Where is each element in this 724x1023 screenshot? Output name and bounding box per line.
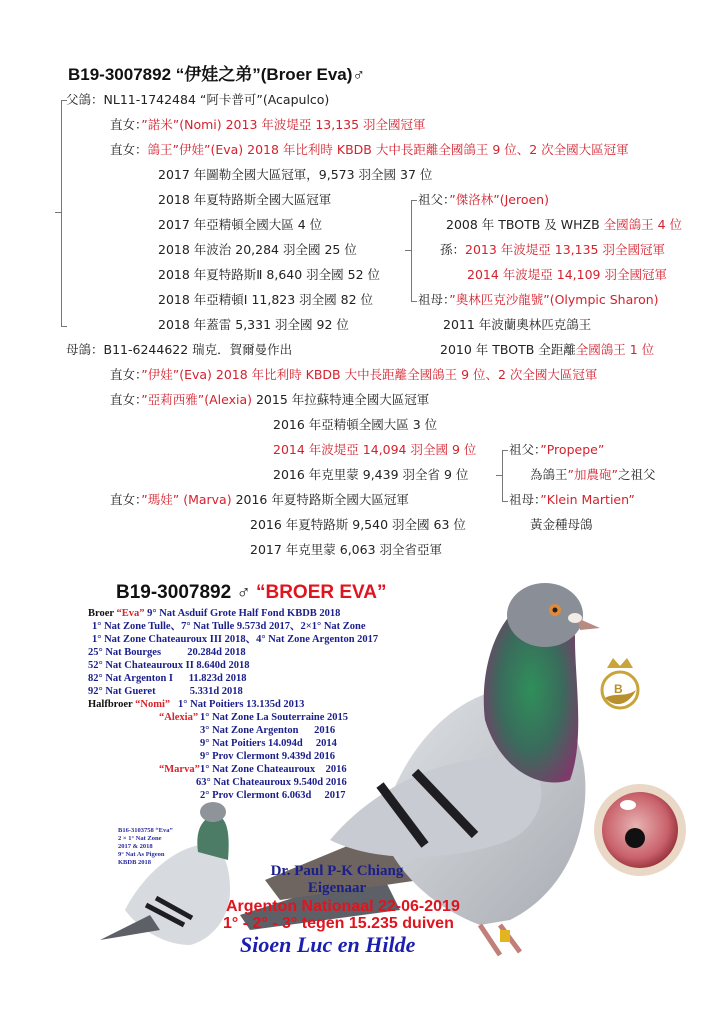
- small-caption: KBDB 2018: [118, 859, 152, 866]
- alexia-result: 2014 年波堤亞 14,094 羽全國 9 位: [273, 442, 477, 457]
- father-daughter-2: [110, 142, 629, 158]
- mother-grandmother: [509, 492, 635, 508]
- small-caption: B16-3103758 “Eva”: [118, 827, 173, 834]
- grandfather-achievement-red: 全國鴿王 4 位: [603, 217, 683, 232]
- grandmother-label: 祖母：: [509, 492, 541, 507]
- daughter-eva: 鴿王”伊娃”(Eva) 2018 年比利時 KBDB 大中長距離全國鴿王 9 位、2 次全國大區冠軍: [147, 142, 629, 157]
- mother-parents-tick: [496, 475, 502, 476]
- poster-text: 1° Nat Poitiers 13.135d 2013: [170, 699, 305, 710]
- grandfather-note-b: 之祖父: [617, 467, 656, 482]
- grandmother-achievement-2: [440, 342, 654, 358]
- grandfather-name: ”傑洛林”(Jeroen): [449, 192, 549, 207]
- father-daughter-1: [110, 117, 426, 133]
- grandmother-name: ”Klein Martien”: [540, 492, 635, 507]
- mother-parents-bracket: [502, 450, 508, 502]
- father-grandmother: [418, 292, 659, 308]
- eva-result: 2018 年亞精頓Ⅰ 11,823 羽全國 82 位: [158, 292, 374, 307]
- poster-line: 82° Nat Argenton I 11.823d 2018: [88, 673, 247, 684]
- daughter-nomi: ”諾米”(Nomi) 2013 年波堤亞 13,135 羽全國冠軍: [141, 117, 426, 132]
- father-parents-tick: [405, 250, 411, 251]
- grandchild-label: 孫：: [440, 242, 466, 257]
- small-caption: 2017 & 2018: [118, 843, 153, 850]
- poster-name-red: “Marva”: [159, 764, 200, 775]
- poster-name-red: “Alexia”: [159, 712, 199, 723]
- poster-alexia-line: 1° Nat Zone La Souterraine 2015: [200, 712, 348, 723]
- mother-label: 母鴿：: [66, 342, 104, 357]
- eva-result: 2018 年夏特路斯全國大區冠軍: [158, 192, 332, 207]
- small-caption: 2 × 1° Nat Zone: [118, 835, 162, 842]
- grandfather-achievement: [446, 217, 682, 233]
- poster-alexia-line: 3° Nat Zone Argenton 2016: [200, 725, 336, 736]
- poster-alexia-label: [159, 711, 198, 724]
- grandmother-label: 祖母：: [418, 292, 450, 307]
- eva-result: 2018 年波治 20,284 羽全國 25 位: [158, 242, 357, 257]
- grandmother-name: ”奧林匹克沙龍號”(Olympic Sharon): [449, 292, 659, 307]
- father-ring: NL11-1742484 “阿卡普可”(Acapulco): [103, 92, 330, 107]
- grandmother-achievement: 2011 年波蘭奧林匹克鴿王: [443, 317, 592, 332]
- mother-ring: B11-6244622 瑞克．賀爾曼作出: [103, 342, 293, 357]
- father-parents-bracket: [411, 200, 417, 302]
- mother-daughter-2: [110, 392, 429, 408]
- pigeon-cere: [568, 613, 582, 623]
- daughter-alexia-result: 2015 年拉蘇特連全國大區冠軍: [252, 392, 430, 407]
- mother-line: [66, 342, 292, 358]
- poster-name-red: “Nomi”: [135, 699, 171, 710]
- eva-result: 2017 年圖勒全國大區冠軍，9,573 羽全國 37 位: [158, 167, 433, 182]
- poster-name: “BROER EVA”: [255, 582, 387, 603]
- breeder-name: Sioen Luc en Hilde: [240, 932, 416, 957]
- mother-daughter-3: [110, 492, 409, 508]
- grandmother-achievement-text: 2010 年 TBOTB 全距離: [440, 342, 576, 357]
- owner-role: Eigenaar: [307, 880, 367, 896]
- grandchild-result: 2013 年波堤亞 13,135 羽全國冠軍: [465, 242, 665, 257]
- poster-alexia-line: 9° Nat Poitiers 14.094d 2014: [200, 738, 337, 749]
- father-bracket-tick: [55, 212, 61, 213]
- daughter-label: 直女：: [110, 117, 142, 132]
- poster-prefix: Broer: [88, 608, 117, 619]
- grandfather-note-red: ”加農砲”: [567, 467, 618, 482]
- leg-ring: [500, 930, 510, 942]
- grandmother-note: 黃金種母鴿: [530, 517, 593, 532]
- poster-prefix: Halfbroer: [88, 699, 136, 710]
- grandfather-label: 祖父：: [418, 192, 450, 207]
- small-caption: 9° Nat As Pigeon: [118, 851, 165, 858]
- mother-daughter-1: [110, 367, 597, 383]
- poster-line: [88, 607, 340, 620]
- grandmother-achievement-red: 全國鴿王 1 位: [575, 342, 655, 357]
- marva-result: 2017 年克里蒙 6,063 羽全省亞軍: [250, 542, 443, 557]
- poster-line: [88, 698, 304, 711]
- alexia-result: 2016 年亞精頓全國大區 3 位: [273, 417, 438, 432]
- poster-marva-label: [159, 763, 200, 776]
- eva-result: 2017 年亞精頓全國大區 4 位: [158, 217, 323, 232]
- poster-name-red: “Eva”: [116, 608, 145, 619]
- eva-result: 2018 年夏特路斯Ⅱ 8,640 羽全國 52 位: [158, 267, 381, 282]
- daughter-label: 直女：: [110, 392, 142, 407]
- pigeon-poster: [80, 580, 700, 960]
- race-result: 1° - 2° - 3° tegen 15.235 duiven: [223, 915, 454, 932]
- owner-name: Dr. Paul P-K Chiang: [270, 863, 404, 879]
- alexia-result: 2016 年克里蒙 9,439 羽全省 9 位: [273, 467, 469, 482]
- poster-title: [116, 582, 387, 604]
- small-pigeon-head: [200, 802, 226, 822]
- daughter-label: 直女：: [110, 492, 142, 507]
- poster-line: 52° Nat Chateauroux II 8.640d 2018: [88, 660, 250, 671]
- poster-line: 25° Nat Bourges 20.284d 2018: [88, 647, 246, 658]
- poster-marva-line: 63° Nat Chateauroux 9.540d 2016: [196, 777, 347, 788]
- poster-line: 92° Nat Gueret 5.331d 2018: [88, 686, 243, 697]
- grandchild-line: [440, 242, 665, 258]
- logo-letter: B: [614, 682, 623, 696]
- poster-alexia-line: 9° Prov Clermont 9.439d 2016: [200, 751, 335, 762]
- daughter-eva: ”伊娃”(Eva) 2018 年比利時 KBDB 大中長距離全國鴿王 9 位、2 次全國大區冠軍: [141, 367, 598, 382]
- poster-marva-line: 2° Prov Clermont 6.063d 2017: [200, 790, 346, 801]
- poster-line: 1° Nat Zone Tulle、7° Nat Tulle 9.573d 2017、2×1° Nat Zone: [92, 621, 366, 632]
- grandfather-name: ”Propepe”: [540, 442, 605, 457]
- eye-closeup-pupil: [625, 828, 645, 848]
- father-line: [66, 92, 329, 108]
- daughter-marva: ”瑪娃” (Marva): [141, 492, 232, 507]
- grandchild-result: 2014 年波堤亞 14,109 羽全國冠軍: [467, 267, 667, 282]
- eva-result: 2018 年蓋雷 5,331 羽全國 92 位: [158, 317, 349, 332]
- daughter-alexia: ”亞莉西雅”(Alexia): [141, 392, 252, 407]
- grandfather-note-a: 為鴿王: [530, 467, 568, 482]
- grandfather-label: 祖父：: [509, 442, 541, 457]
- male-symbol: ♂: [236, 582, 251, 603]
- father-bracket: [61, 100, 67, 327]
- daughter-label: 直女：: [110, 367, 142, 382]
- daughter-label: 直女：: [110, 142, 148, 157]
- daughter-marva-result: 2016 年夏特路斯全國大區冠軍: [231, 492, 409, 507]
- page-title: B19-3007892 “伊娃之弟”(Broer Eva)♂: [68, 65, 366, 84]
- grandfather-note: [530, 467, 655, 483]
- race-title: Argenton Nationaal 22-06-2019: [226, 898, 460, 915]
- poster-marva-line: 1° Nat Zone Chateauroux 2016: [200, 764, 347, 775]
- grandfather-achievement-text: 2008 年 TBOTB 及 WHZB: [446, 217, 604, 232]
- poster-ring: B19-3007892: [116, 582, 232, 603]
- marva-result: 2016 年夏特路斯 9,540 羽全國 63 位: [250, 517, 466, 532]
- mother-grandfather: [509, 442, 604, 458]
- father-label: 父鴿：: [66, 92, 104, 107]
- poster-text: 9° Nat Asduif Grote Half Fond KBDB 2018: [144, 608, 341, 619]
- father-grandfather: [418, 192, 549, 208]
- poster-line: 1° Nat Zone Chateauroux III 2018、4° Nat Zone Argenton 2017: [92, 634, 379, 645]
